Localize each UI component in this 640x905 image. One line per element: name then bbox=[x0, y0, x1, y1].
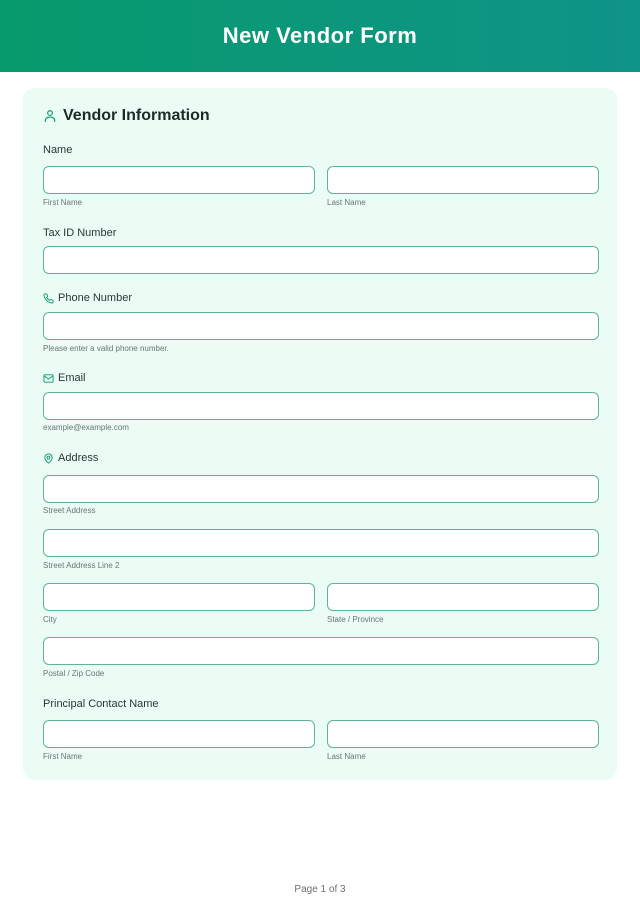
street-address-input[interactable] bbox=[43, 475, 599, 503]
mail-icon bbox=[43, 373, 54, 384]
email-label: Email bbox=[43, 371, 86, 385]
phone-icon bbox=[43, 293, 54, 304]
first-name-sublabel: First Name bbox=[43, 198, 83, 207]
principal-last-name-input[interactable] bbox=[327, 720, 599, 748]
form-header bbox=[0, 0, 640, 72]
address-label: Address bbox=[43, 451, 98, 465]
street-address-sublabel: Street Address bbox=[43, 506, 96, 515]
postal-code-input[interactable] bbox=[43, 637, 599, 665]
first-name-input[interactable] bbox=[43, 166, 315, 194]
principal-last-name-sublabel: Last Name bbox=[327, 752, 366, 761]
city-input[interactable] bbox=[43, 583, 315, 611]
last-name-input[interactable] bbox=[327, 166, 599, 194]
phone-hint: Please enter a valid phone number. bbox=[43, 344, 169, 353]
principal-first-name-input[interactable] bbox=[43, 720, 315, 748]
street-address-2-input[interactable] bbox=[43, 529, 599, 557]
postal-code-sublabel: Postal / Zip Code bbox=[43, 669, 105, 678]
principal-first-name-sublabel: First Name bbox=[43, 752, 83, 761]
name-label: Name bbox=[43, 144, 73, 156]
phone-input[interactable] bbox=[43, 312, 599, 340]
street-address-2-sublabel: Street Address Line 2 bbox=[43, 561, 120, 570]
tax-id-label: Tax ID Number bbox=[43, 227, 117, 239]
email-hint: example@example.com bbox=[43, 423, 129, 432]
map-pin-icon bbox=[43, 453, 54, 464]
state-sublabel: State / Province bbox=[327, 615, 384, 624]
page-indicator: Page 1 of 3 bbox=[294, 884, 346, 895]
phone-label: Phone Number bbox=[43, 291, 132, 305]
city-sublabel: City bbox=[43, 615, 57, 624]
principal-contact-label: Principal Contact Name bbox=[43, 698, 159, 710]
state-input[interactable] bbox=[327, 583, 599, 611]
last-name-sublabel: Last Name bbox=[327, 198, 366, 207]
user-icon bbox=[43, 109, 57, 123]
form-title: New Vendor Form bbox=[222, 23, 418, 48]
tax-id-input[interactable] bbox=[43, 246, 599, 274]
section-title: Vendor Information bbox=[43, 106, 210, 126]
email-input[interactable] bbox=[43, 392, 599, 420]
